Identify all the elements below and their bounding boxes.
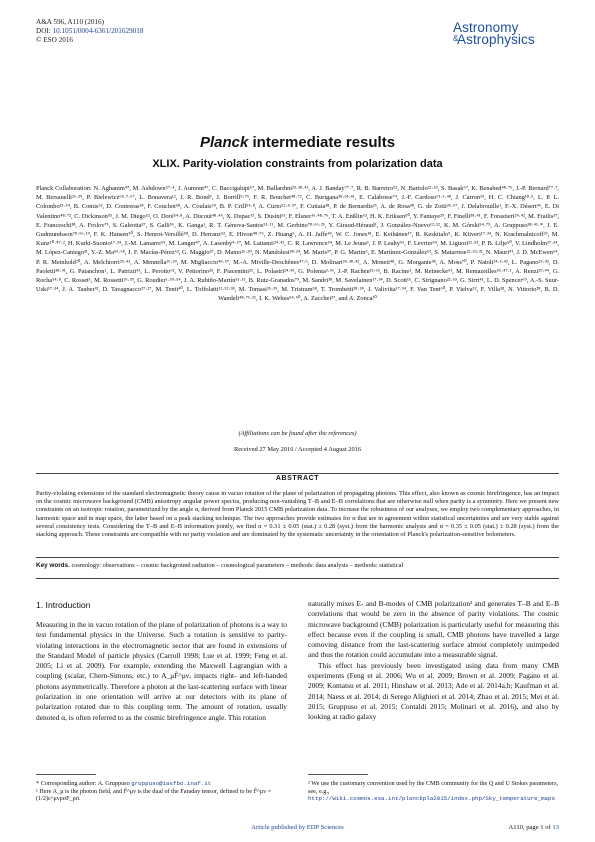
paper-subtitle: XLIX. Parity-violation constraints from polarization data: [152, 158, 443, 170]
doi-link[interactable]: 10.1051/0004-6361/201629018: [52, 27, 144, 35]
left-footnotes: [36, 780, 287, 803]
logo-ampersand: &: [453, 34, 459, 43]
left-column: [36, 620, 287, 723]
copyright-line: © ESO 2016: [36, 36, 74, 44]
journal-line: A&A 596, A110 (2016): [36, 18, 105, 26]
right-column: [308, 599, 559, 723]
intro-paragraph-3: This effect has previously been investigated using data from many CMB experiments (Feng et al. 2006; Wu et al. 2009; Brown et al. 2009; Pagano et al. 2009; Komatsu et al. 2011; Hinshaw et al. 2013; Ade et al. 2014a,b; Kaufman et al. 2014; Naess et al. 2014; di Serego Alighieri et al. 2014; Zhao et al. 2015; Mei et al. 2015; Gruppuso et al. 2015; Contaldi 2015; Molinari et al. 2016), and also by looking at radio galaxy: [308, 660, 559, 722]
doi-line: [36, 27, 143, 36]
title-planck: Planck: [199, 134, 249, 151]
keywords-text: cosmology: observations – cosmic background radiation – cosmological parameters – methods: data analysis – methods: statistical: [71, 562, 404, 569]
paper-title: [0, 134, 595, 151]
abstract-heading: ABSTRACT: [275, 475, 320, 482]
right-footnotes: [308, 780, 559, 803]
page-label: A110, page 1 of: [508, 824, 551, 831]
footnote-2: [308, 780, 559, 803]
intro-paragraph-2: naturally mixes E- and B-modes of CMB polarization² and generates T–B and E–B correlations that would be zero in the absence of parity violations. The cosmic microwave background (CMB) polarization is particularly useful for measuring this effect because even if the coupling is small, CMB photons have travelled a large comoving distance from the last-scattering surface almost completely unimpeded and thus the rotation could accumulate into a measurable signal.: [308, 599, 559, 660]
author-email-link[interactable]: gruppuso@iasfbo.inaf.it: [131, 780, 212, 787]
abstract-top-rule: [36, 473, 559, 474]
abstract-text: Parity-violating extensions of the standard electromagnetic theory cause in vacuo rotation of the plane of polarization of propagating photons. This effect, also known as cosmic birefringence, has an impact on the cosmic microwave background (CMB) anisotropy angular power spectra, producing non-vanishing T–B and E–B correlations that are otherwise null when parity is a symmetry. Here we present new constraints on an isotropic rotation, parametrized by the angle α, derived from Planck 2015 CMB polarization data. To increase the robustness of our analyses, we employ two complementary approaches, in harmonic space and in map space, the latter based on a peak stacking technique. The two approaches provide estimates for α that are in agreement within statistical uncertainties and are very stable against several consistency tests. Considering the T–B and E–B information jointly, we find α = 0.31 ± 0.05 (stat.) ± 0.28 (syst.) from the harmonic analysis and α = 0.35 ± 0.05 (stat.) ± 0.28 (syst.) from the stacking approach. These constraints are compatible with no parity violation and are dominated by the systematic uncertainty in the orientation of Planck's polarization-sensitive bolometers.: [36, 490, 559, 539]
right-footnote-rule: [308, 774, 368, 775]
section-heading-introduction: 1. Introduction: [36, 600, 91, 610]
page-total[interactable]: 13: [552, 824, 559, 831]
footnote-corresponding-author: [36, 780, 287, 788]
footnote-1: ¹ Here A_μ is the photon field, and F̃^μν is the dual of the Faraday tensor, defined to be F̃^μν = (1/2)ε^μνρσF_ρσ.: [36, 787, 272, 803]
affiliations-note: (Affiliations can be found after the references): [238, 430, 357, 437]
abstract-bottom-rule: [36, 557, 559, 558]
title-rest: intermediate results: [248, 134, 396, 151]
keywords-rule: [36, 578, 559, 579]
keywords: [36, 562, 559, 570]
doi-label: DOI:: [36, 27, 51, 35]
author-list: Planck Collaboration: N. Aghanim⁴⁷, M. Ashdown⁵⁷·⁴, J. Aumont⁴⁷, C. Baccigalupi⁶⁷, M. Ballardini²³·³⁸·⁴¹, A. J. Banday⁷⁷·⁷, R. B. Barreiro⁵², N. Bartolo²²·⁵³, S. Basak⁶⁷, K. Benabed⁴⁸·⁷⁶, J.-P. Bernard⁷⁷·⁷, M. Bersanelli²⁶·³⁹, P. Bielewicz⁶⁵·⁷·⁶⁷, L. Bonavera¹², J. R. Bond⁶, J. Borrill⁹·⁷⁵, F. R. Bouchet⁴⁸·⁷², C. Burigana³⁸·²⁴·⁴¹, E. Calabrese⁷⁴, J.-F. Cardoso⁶¹·¹·⁴⁸, J. Carron¹⁹, H. C. Chiang¹⁸·⁵, L. P. L. Colombo²¹·⁵⁴, B. Comis⁶², D. Contreras¹⁸, F. Couchot⁵⁸, A. Coulais⁵⁹, B. P. Crill⁵⁴·⁸, A. Curto⁵²·⁴·⁵⁷, F. Cuttaia³⁸, P. de Bernardis²⁵, A. de Rosa³⁸, G. de Zotti³⁵·⁶⁷, J. Delabrouille¹, F.-X. Désert⁴⁵, E. Di Valentino⁴⁸·⁷², C. Dickinson⁵⁵, J. M. Diego⁵², O. Doré⁵⁴·⁸, A. Ducout⁴⁸·⁴⁶, X. Dupac³¹, S. Dusini⁵³, F. Elsner¹⁶·⁴⁸·⁷⁶, T. A. Enßlin⁶³, H. K. Eriksen⁵⁰, Y. Fantaye²⁹, F. Finelli³⁸·⁴¹, F. Forastieri²⁴·⁴², M. Frailis³⁷, E. Franceschi³⁸, A. Frolov⁷¹, S. Galeotta³⁷, S. Galli⁵⁶, K. Ganga¹, R. T. Génova-Santos⁵¹·¹¹, M. Gerbino⁷⁸·⁶⁶·²⁵, Y. Giraud-Héraud¹, J. González-Nuevo¹²·⁵², K. M. Górski⁵⁴·⁷⁹, A. Gruppuso³⁸·⁴¹·*, J. E. Gudmundsson⁷⁸·⁶⁶·¹⁹, F. K. Hansen⁵⁰, S. Henrot-Versillé⁵⁸, D. Herranz⁵², E. Hivon⁴⁸·⁷⁶, Z. Huang⁶, A. H. Jaffe⁴⁶, W. C. Jones¹⁸, E. Keihänen¹⁷, R. Keskitalo⁹, K. Kiiveri¹⁷·³⁴, N. Krachmalnicoff²⁶, M. Kunz¹⁰·⁴⁷·², H. Kurki-Suonio¹⁷·³⁴, J.-M. Lamarre⁵⁹, M. Langer⁴⁷, A. Lasenby⁴·⁵⁷, M. Lattanzi²⁴·⁴², C. R. Lawrence⁵⁴, M. Le Jeune¹, J. P. Leahy⁵⁵, F. Levrier⁵⁹, M. Liguori²²·⁵³, P. B. Lilje⁵⁰, V. Lindholm¹⁷·³⁴, M. López-Caniego³¹, Y.-Z. Ma⁵⁵·⁶⁸, J. F. Macías-Pérez⁶², G. Maggio³⁷, D. Maino²⁶·³⁹, N. Mandolesi³⁸·²⁴, M. Maris³⁷, P. G. Martin⁶, E. Martínez-González⁵², S. Matarrese²²·⁵³·³², N. Mauri⁴¹, J. D. McEwen⁶⁴, P. R. Meinhold²⁰, A. Melchiorri²⁵·⁴³, A. Mennella²⁶·³⁹, M. Migliaccio⁴⁹·⁵⁷, M.-A. Miville-Deschênes⁴⁷·⁶, D. Molinari²⁴·³⁸·⁴², A. Moneti⁴⁸, G. Morgante³⁸, A. Moss⁷⁰, P. Natoli²⁴·³·⁴², L. Pagano²⁵·⁴³, D. Paoletti³⁸·⁴¹, G. Patanchon¹, L. Patrizii⁴¹, L. Perotto⁶², V. Pettorino³³, F. Piacentini²⁵, L. Polastri²⁴·⁴², G. Polenta³·³⁶, J.-P. Rachen¹³·⁶³, B. Racine¹, M. Reinecke⁶³, M. Remazeilles⁵⁵·⁴⁷·¹, A. Renzi²⁹·⁴⁴, G. Rocha⁵⁴·⁸, C. Rosset¹, M. Rossetti²⁶·³⁹, G. Roudier¹·⁵⁹·⁵⁴, J. A. Rubiño-Martín⁵¹·¹¹, B. Ruiz-Granados⁷⁹, M. Sandri³⁸, M. Savelainen¹⁷·³⁴, D. Scott¹⁵, C. Sirignano²²·⁵³, G. Sirri⁴¹, L. D. Spencer⁶⁹, A.-S. Suur-Uski¹⁷·³⁴, J. A. Tauber³², D. Tavagnacco³⁷·²⁷, M. Tenti⁴⁰, L. Toffolatti¹²·⁵²·³⁸, M. Tomasi²⁶·³⁹, M. Tristram⁵⁸, T. Trombetti³⁸·²⁴, J. Valiviita¹⁷·³⁴, F. Van Tent⁶⁰, P. Vielva⁵², F. Villa³⁸, N. Vittorio²⁸, B. D. Wandelt⁴⁸·⁷⁶·²¹, I. K. Wehus⁵⁴·⁵⁰, A. Zacchei³⁷, and A. Zonca²⁰: [36, 185, 559, 303]
page-number: [509, 824, 560, 831]
keywords-label: Key words.: [36, 562, 70, 569]
received-dates: Received 27 May 2016 / Accepted 4 August 2016: [233, 446, 362, 453]
publisher-footer[interactable]: Article published by EDP Sciences: [251, 824, 344, 831]
footnote-star-text: * Corresponding author: A. Gruppuso: [36, 780, 130, 787]
logo-astrophysics: Astrophysics: [457, 32, 535, 47]
journal-metadata: [36, 18, 143, 45]
intro-paragraph-1: Measuring in the in vacuo rotation of the plane of polarization of photons is a way to test fundamental physics in the Universe. Such a rotation is sensitive to parity-violating interactions in the electromagnetic sector that are found in extensions of the Standard Model of particle physics (Carroll 1998; Lue et al. 1999; Feng et al. 2005; Li et al. 2009). For example, extending the Maxwell Lagrangian with a coupling (scalar, Chern-Simons, etc.) to A_μF̃^μν, impacts right- and left-handed photons asymmetrically. Therefore a photon at the last-scattering surface with linear polarization in one orientation will arrive at our detectors with its plane of polarization rotated due to this coupling term. The amount of rotation, usually denoted α, is often referred to as the cosmic birefringence angle. This rotation: [36, 620, 287, 722]
footnote-2-url[interactable]: http://wiki.cosmos.esa.int/planckpla2015/index.php/Sky_temperature_maps: [308, 795, 555, 803]
journal-logo: [453, 22, 535, 46]
left-footnote-rule: [36, 774, 96, 775]
logo-astronomy: Astronomy: [453, 20, 519, 35]
footnote-2-text: ² We use the customary convention used by the CMB community for the Q and U Stokes parameters, see, e.g.,: [308, 780, 559, 795]
